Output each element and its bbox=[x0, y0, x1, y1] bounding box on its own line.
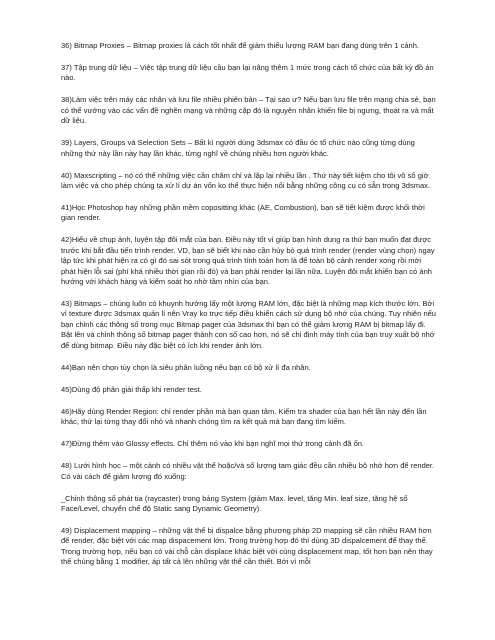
paragraph-39-layers-groups: 39) Layers, Groups và Selection Sets – Bất kì người dùng 3dsmax có đầu óc tổ chức nào cũng từng dùng những thứ này lần này hay lần khác, từng nghĩ về chúng nhiều hơn người khác. bbox=[61, 138, 415, 158]
paragraph-42-photography: 42)Hiểu về chụp ảnh, luyện tập đôi mắt của bạn. Điều này tốt vì giúp bạn hình dung ra thứ bạn muốn đạt được trước khi bắt đầu tiến trình render. VD, bạn sẽ biết khi nào cần hủy bỏ quá trình render (render vùng chọn) ngay lập tức khi phát hiện ra có gì đó sai sót trong quá trình tính toán hơn là để toàn bộ cảnh render xong rồi mới phát hiện lỗi sai (phí khá nhiều thời gian rồi đó) và bạn phải render lại lần nữa. Luyện đôi mắt khiến bạn có ánh hướng với khách hàng và kiểm soát họ nhờ tầm nhìn của bạn. bbox=[61, 235, 435, 287]
paragraph-44-hyperthreading: 44)Bạn nên chọn tùy chọn là siêu phân luồng nếu bạn có bộ xử lí đa nhân. bbox=[61, 362, 311, 372]
paragraph-45-low-resolution: 45)Dùng độ phân giải thấp khi render test. bbox=[61, 384, 202, 394]
paragraph-48-geometry: 48) Lưới hình học – một cảnh có nhiều vật thể hoặc/và số lượng tam giác đều cần nhiều bộ nhớ hơn để render. Có vài cách để giảm lượng đó xuống: bbox=[61, 461, 435, 481]
paragraph-47-glossy-effects: 47)Đừng thêm vào Glossy effects. Chỉ thêm nó vào khi bạn nghĩ mọi thứ trong cảnh đã ổn. bbox=[61, 439, 365, 449]
paragraph-41-photoshop: 41)Học Photoshop hay những phần mềm copositting khác (AE, Combustion), bạn sẽ tiết kiệm được khối thời gian render. bbox=[61, 203, 425, 223]
paragraph-38-local-versioning: 38)Làm việc trên máy các nhân và lưu file nhiều phiên bản – Tại sao ư? Nếu bạn lưu file trên mạng chia sẻ, bạn có thể vướng vào các vấn đề nghẽn mạng và những cặp đó là nguyên nhân khiến file bị ngưng, thoát ra và mất dữ liệu. bbox=[61, 95, 436, 126]
paragraph-46-render-region: 46)Hãy dùng Render Region: chỉ render phần mà bạn quan tâm. Kiểm tra shader của bạn hết lần này đến lần khác, thử lại từng thay đổi nhỏ và nhanh chóng tìm ra kết quả mà bạn đang tìm kiếm. bbox=[61, 406, 427, 427]
paragraph-40-maxscripting: 40) Maxscripting – nó có thể những việc cần chăm chỉ và lặp lại nhiều lần . Thứ này tiết kiệm cho tôi vô số giờ làm việc và cho phép chúng ta xử lí dự án vốn ko thể thực hiện nổi bằng những công cụ có sẵn trong 3dsmax. bbox=[61, 170, 430, 191]
paragraph-43-bitmaps: 43) Bitmaps – chúng luôn có khuynh hướng lấy một lượng RAM lớn, đặc biệt là những map kích thước lớn. Bởi vì texture được 3dsmax quản lí nên Vray ko trực tiếp điều khiển cách sử dụng bộ nhớ của chúng. Tuy nhiên nếu bạn chỉnh các thông số trong mục Bitmap pager của 3dsmax thì bạn có thể giảm lượng RAM bị bitmap lấy đi. Bật lên và chỉnh thông số bitmap pager thành con số cao hơn, nó sẽ chỉ định máy tính của bạn truy xuất bộ nhớ để dùng bitmap. Điều này đặc biệt có ích khi render ảnh lớn. bbox=[61, 299, 436, 350]
paragraph-36-bitmap-proxies: 36) Bitmap Proxies – Bitmap proxies là cách tốt nhất để giảm thiểu lượng RAM bạn đang dùng trên 1 cảnh. bbox=[61, 41, 419, 50]
paragraph-48-raycaster-note: _Chỉnh thông số phát tia (raycaster) trong bảng System (giảm Max. level, tăng Min. leaf size, tăng hệ số Face/Level, chuyển chế độ Static sang Dynamic Geometry). bbox=[61, 493, 408, 513]
paragraph-37-data-centralization: 37) Tập trung dữ liệu – Việc tập trung dữ liệu cầu bạn lại nâng thêm 1 mức trong cách tổ chức của bất kỳ đồ án nào. bbox=[61, 63, 434, 83]
paragraph-49-displacement: 49) Displacement mapping – những vật thể bị dispalce bằng phương pháp 2D mapping sẽ cần nhiều RAM hơn để render, đặc biệt với các map dispacement lớn. Trong trường hợp đó thì dùng 3D dispalcement để thay thế. Trong trường hợp, nếu bạn có vài chỗ cần displace khác biệt với cùng displacement map, tốt hơn bạn nên thay thế chúng bằng 1 modifier, áp tất cả lên những vật thể cần thiết. Bởi vì mỗi bbox=[61, 525, 433, 567]
